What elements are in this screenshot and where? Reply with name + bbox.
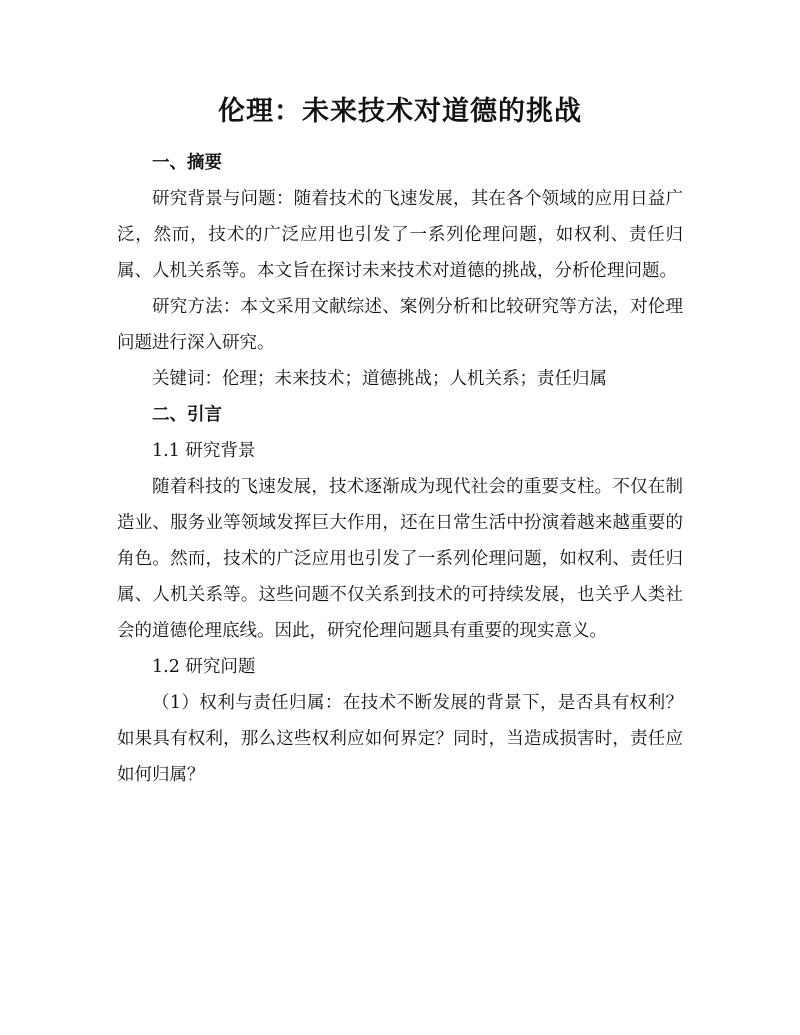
introduction-heading: 二、引言	[152, 405, 222, 425]
keywords-line: 关键词：伦理；未来技术；道德挑战；人机关系；责任归属	[152, 369, 607, 389]
abstract-method-paragraph: 研究方法：本文采用文献综述、案例分析和比较研究等方法，对伦理问题进行深入研究。	[117, 297, 683, 353]
document-body	[117, 145, 683, 793]
abstract-background-paragraph: 研究背景与问题：随着技术的飞速发展，其在各个领域的应用日益广泛，然而，技术的广泛应用也引发了一系列伦理问题，如权利、责任归属、人机关系等。本文旨在探讨未来技术对道德的挑战，分析伦理问题。	[117, 189, 683, 281]
abstract-heading: 一、摘要	[152, 153, 222, 173]
research-background-paragraph: 随着科技的飞速发展，技术逐渐成为现代社会的重要支柱。不仅在制造业、服务业等领域发挥巨大作用，还在日常生活中扮演着越来越重要的角色。然而，技术的广泛应用也引发了一系列伦理问题，如权利、责任归属、人机关系等。这些问题不仅关系到技术的可持续发展，也关乎人类社会的道德伦理底线。因此，研究伦理问题具有重要的现实意义。	[117, 477, 683, 641]
research-questions-heading: 1.2 研究问题	[152, 657, 256, 677]
research-question-1-paragraph: （1）权利与责任归属：在技术不断发展的背景下，是否具有权利？如果具有权利，那么这些权利应如何界定？同时，当造成损害时，责任应如何归属？	[117, 693, 683, 785]
research-background-heading: 1.1 研究背景	[152, 441, 256, 461]
document-title: 伦理：未来技术对道德的挑战	[218, 96, 582, 127]
